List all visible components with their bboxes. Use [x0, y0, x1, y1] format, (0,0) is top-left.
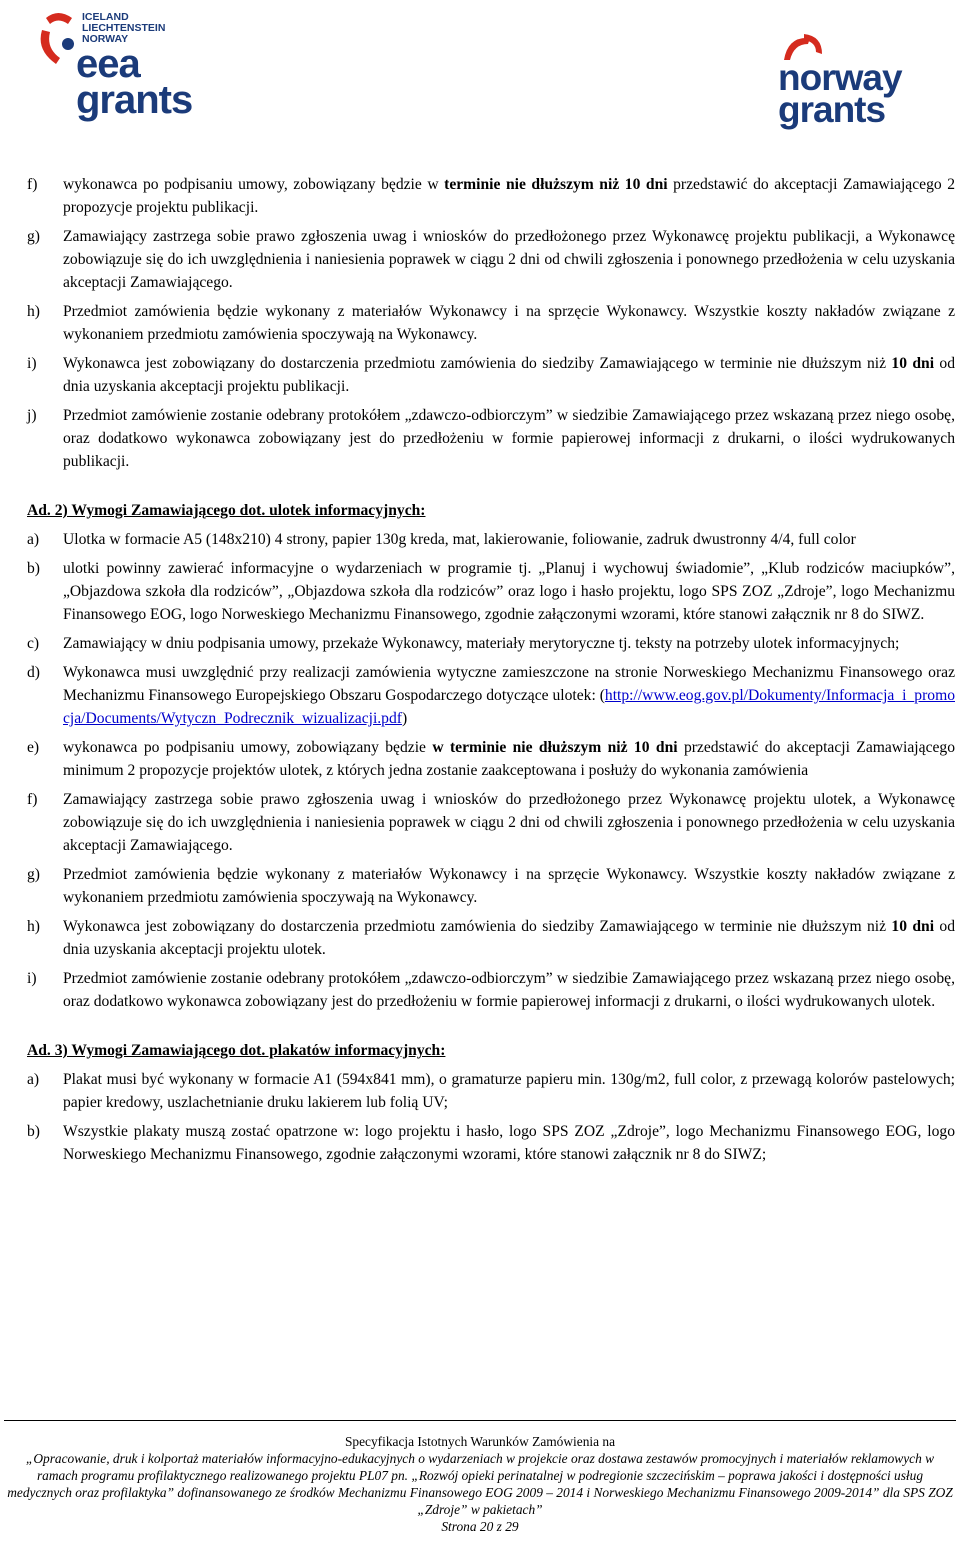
list-item: g) Przedmiot zamówienia będzie wykonany z materiałów Wykonawcy i na sprzęcie Wykonawcy. Wszystkie koszty nakładów związane z wykonaniem przedmiotu zamówienia spoczywają na Wykonawcy. [27, 866, 955, 906]
page-number: Strona 20 z 29 [441, 1519, 519, 1534]
list-item: f) wykonawca po podpisaniu umowy, zobowiązany będzie w terminie nie dłuższym niż 10 dni przedstawić do akceptacji Zamawiającego 2 propozycje projektu publikacji. [27, 176, 955, 216]
list-item: j) Przedmiot zamówienie zostanie odebrany protokółem „zdawczo-odbiorczym” w siedzibie Zamawiającego przez wskazaną przez niego osobę, oraz dodatkowo wykonawca zobowiązany jest do przedłożeniu w formie papierowej informacji z drukarni, o ilości wydrukowanych publikacji. [27, 407, 955, 470]
list-item: g) Zamawiający zastrzega sobie prawo zgłoszenia uwag i wniosków do przedłożonego przez Wykonawcę projektu publikacji, a Wykonawcę zobowiązuje się do ich uwzględnienia i naniesienia poprawek w ciągu 2 dni od chwili zgłoszenia i ponownego przedłożenia w celu uzyskania akceptacji Zamawiającego. [27, 228, 955, 291]
list-item: b) ulotki powinny zawierać informacyjne o wydarzeniach w programie tj. „Planuj i wychowuj świadomie”, „Klub rodziców maciupków”, „Objazdowa szkoła dla rodziców”, „Objazdowa szkoła dla rodziców” oraz logo i hasło projektu, logo SPS ZOZ „Zdroje”, logo Mechanizmu Finansowego EOG, logo Norweskiego Mechanizmu Finansowego, zgodnie załączonymi wzorami, które stanowi załącznik nr 8 do SIWZ. [27, 560, 955, 623]
list-item: b) Wszystkie plakaty muszą zostać opatrzone w: logo projektu i hasło, logo SPS ZOZ „Zdroje”, logo Mechanizmu Finansowego EOG, logo Norweskiego Mechanizmu Finansowego, zgodnie załączonymi wzorami, które stanowi załącznik nr 8 do SIWZ; [27, 1123, 955, 1163]
document-body [27, 173, 955, 1172]
list-item: a) Plakat musi być wykonany w formacie A1 (594x841 mm), o gramaturze papieru min. 130g/m2, full color, z przewagą kolorów pastelowych; papier kredowy, uszlachetnianie druku lakierem lub folią UV; [27, 1071, 955, 1111]
page-footer [4, 1420, 956, 1535]
section-heading-leaflets: Ad. 2) Wymogi Zamawiającego dot. ulotek informacyjnych: [27, 502, 426, 519]
eea-countries: ICELAND LIECHTENSTEIN NORWAY [82, 11, 166, 45]
norway-grants-logo [778, 24, 928, 130]
grants-logo-word: grants [76, 78, 193, 122]
list-item: d) Wykonawca musi uwzględnić przy realizacji zamówienia wytyczne zamieszczone na stronie Norweskiego Mechanizmu Finansowego oraz Mechanizmu Finansowego Europejskiego Obszaru Gospodarczego dotyczące ulotek: (http://www.eog.gov.pl/Dokumenty/Informacja_i_promocja/Documents/Wytyczn_Podrecznik_wizualizacji.pdf) [27, 664, 955, 727]
list-item: e) wykonawca po podpisaniu umowy, zobowiązany będzie w terminie nie dłuższym niż 10 dni przedstawić do akceptacji Zamawiającego minimum 2 propozycje projektów ulotek, z których jedna zostanie zaakceptowana i posłuży do wykonania zamówienia [27, 739, 956, 779]
footer-spec-title: Specyfikacja Istotnych Warunków Zamówienia na [344, 1434, 616, 1449]
list-item: a) Ulotka w formacie A5 (148x210) 4 strony, papier 130g kreda, mat, lakierowanie, foliowanie, zadruk dwustronny 4/4, full color [27, 531, 856, 548]
eea-logo-word: eea [76, 42, 140, 86]
norway-logo-word: norway [778, 57, 902, 98]
guidelines-link[interactable]: http://www.eog.gov.pl/Dokumenty/Informacja_i_promocja/Documents/Wytyczn_Podrecznik_wizualizacji.pdf [63, 687, 955, 727]
eea-grants-logo [38, 6, 208, 124]
list-item: i) Przedmiot zamówienie zostanie odebrany protokółem „zdawczo-odbiorczym” w siedzibie Zamawiającego przez wskazaną przez niego osobę, oraz dodatkowo wykonawca zobowiązany jest do przedłożeniu w formie papierowej informacji z drukarni, o ilości wydrukowanych ulotek. [27, 970, 955, 1010]
footer-project-title: „Opracowanie, druk i kolportaż materiałów informacyjno-edukacyjnych o wydarzeniach w projekcie oraz dostawa zestawów promocyjnych i materiałów reklamowych w ramach programu profilaktycznego realizowanego projektu PL07 pn. „Rozwój opieki perinatalnej w podregionie szczecińskim – poprawa jakości i dostępności usług medycznych oraz profilaktyka” dofinansowanego ze środków Mechanizmu Finansowego EOG 2009 – 2014 i Norweskiego Mechanizmu Finansowego 2009-2014” dla SPS ZOZ „Zdroje” w pakietach” [7, 1451, 953, 1517]
list-item: h) Przedmiot zamówienia będzie wykonany z materiałów Wykonawcy i na sprzęcie Wykonawcy. Wszystkie koszty nakładów związane z wykonaniem przedmiotu zamówienia spoczywają na Wykonawcy. [27, 303, 955, 343]
list-item: i) Wykonawca jest zobowiązany do dostarczenia przedmiotu zamówienia do siedziby Zamawiającego w terminie nie dłuższym niż 10 dni od dnia uzyskania akceptacji projektu publikacji. [27, 355, 955, 395]
list-item: c) Zamawiający w dniu podpisania umowy, przekaże Wykonawcy, materiały merytoryczne tj. teksty na potrzeby ulotek informacyjnych; [27, 635, 900, 652]
section-heading-posters: Ad. 3) Wymogi Zamawiającego dot. plakatów informacyjnych: [27, 1042, 446, 1059]
list-item: f) Zamawiający zastrzega sobie prawo zgłoszenia uwag i wniosków do przedłożonego przez Wykonawcę projektu ulotek, a Wykonawcę zobowiązuje się do ich uwzględnienia i naniesienia poprawek w ciągu 2 dni od chwili zgłoszenia i ponownego przedłożenia w celu uzyskania akceptacji Zamawiającego. [27, 791, 955, 854]
grants-logo-word-right: grants [778, 89, 886, 130]
list-item: h) Wykonawca jest zobowiązany do dostarczenia przedmiotu zamówienia do siedziby Zamawiającego w terminie nie dłuższym niż 10 dni od dnia uzyskania akceptacji projektu ulotek. [27, 918, 955, 958]
